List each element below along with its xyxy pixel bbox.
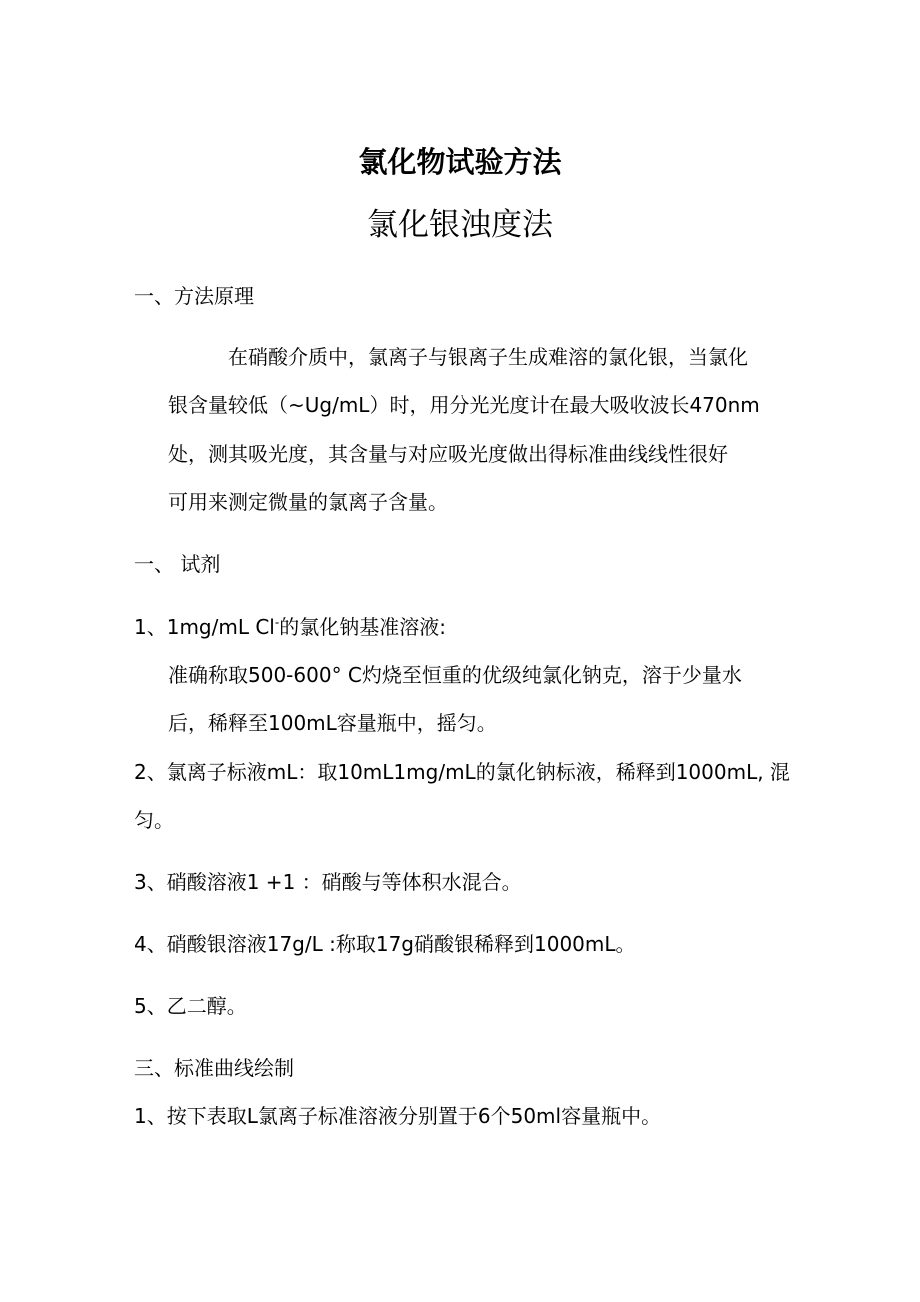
section-heading-principle: 一、方法原理: [134, 284, 254, 308]
reagent-item-1-suffix: 的氯化钠基准溶液:: [279, 615, 446, 639]
principle-paragraph-line-3: 处，测其吸光度，其含量与对应吸光度做出得标准曲线线性很好: [168, 442, 728, 466]
principle-paragraph-line-4: 可用来测定微量的氯离子含量。: [168, 490, 448, 514]
section-heading-reagents: 一、 试剂: [134, 552, 221, 576]
chloride-charge-superscript: -: [274, 615, 280, 630]
document-title: 氯化物试验方法: [358, 145, 562, 179]
reagent-item-1-line-2: 准确称取500-600° C灼烧至恒重的优级纯氯化钠克，溶于少量水: [168, 663, 742, 687]
reagent-item-1-prefix: 1、1mg/mL Cl: [134, 615, 275, 639]
document-subtitle: 氯化银浊度法: [367, 207, 553, 243]
section-heading-standard-curve: 三、标准曲线绘制: [134, 1056, 294, 1080]
reagent-item-1-line-1: [134, 615, 446, 639]
standard-curve-item-1: 1、按下表取L氯离子标准溶液分别置于6个50ml容量瓶中。: [134, 1104, 662, 1128]
reagent-item-3: 3、硝酸溶液1 +1 ：硝酸与等体积水混合。: [134, 870, 522, 894]
reagent-item-1-line-3: 后，稀释至100mL容量瓶中，摇匀。: [168, 711, 497, 735]
reagent-item-2-line-1: 2、氯离子标液mL：取10mL1mg/mL的氯化钠标液，稀释到1000mL, 混: [134, 760, 790, 784]
reagent-item-2-line-2: 匀。: [134, 808, 174, 832]
reagent-item-5: 5、乙二醇。: [134, 994, 247, 1018]
reagent-item-4: 4、硝酸银溶液17g/L :称取17g硝酸银稀释到1000mL。: [134, 932, 636, 956]
principle-paragraph-line-1: 在硝酸介质中，氯离子与银离子生成难溶的氯化银，当氯化: [228, 345, 748, 369]
principle-paragraph-line-2: 银含量较低（~Ug/mL）时，用分光光度计在最大吸收波长470nm: [168, 393, 760, 417]
